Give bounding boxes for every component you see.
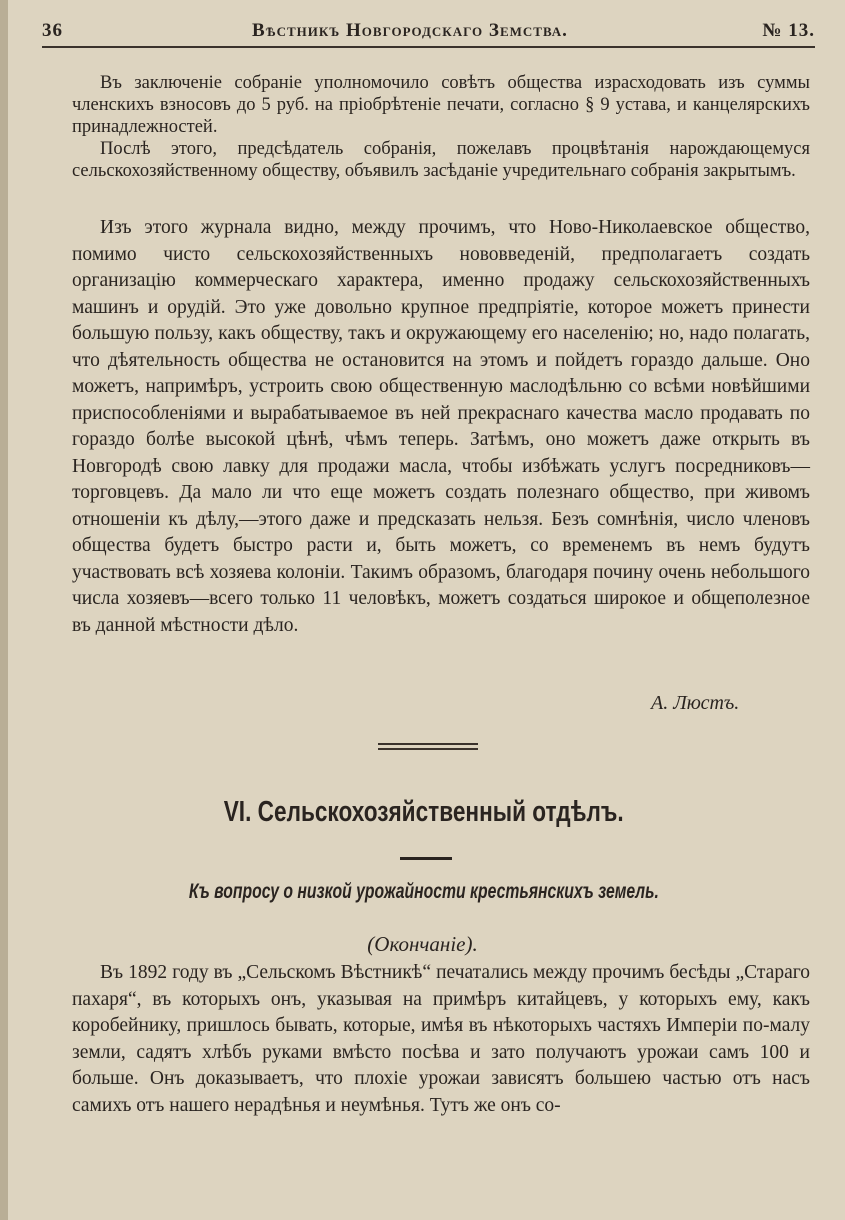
article-title: Къ вопросу о низкой урожайности крестьянскихъ земель. — [188, 880, 659, 903]
running-header — [42, 20, 815, 46]
journal-title: Вѣстникъ Новгородскаго Земства. — [252, 20, 568, 41]
continued-label: (Окончаніе). — [367, 932, 478, 956]
header-rule — [42, 46, 815, 48]
ornament-rule — [378, 743, 478, 745]
section-rule — [400, 857, 452, 860]
signature: А. Люстъ. — [651, 692, 740, 714]
section-heading: VI. Сельскохозяйственный отдѣлъ. — [223, 796, 624, 828]
issue-number: № 13. — [762, 20, 815, 41]
paragraph-3: Изъ этого журнала видно, между прочимъ, что Ново-Николаевское общество, помимо чисто сельскохозяйственныхъ нововведеній, предполагаетъ создать организацію коммерческаго характера, именно продажу сельскохозяйственныхъ машинъ и орудій. Это уже довольно крупное предпріятіе, которое можетъ принести большую пользу, какъ обществу, такъ и окружающему его населенію; но, надо полагать, что дѣятельность общества не остановится на этомъ и пойдетъ гораздо дальше. Оно можетъ, напримѣръ, устроить свою общественную маслодѣльню со всѣми новѣйшими приспособленіями и вырабатываемое въ ней прекраснаго качества масло продавать по гораздо болѣе высокой цѣнѣ, чѣмъ теперь. Затѣмъ, оно можетъ даже открыть въ Новгородѣ свою лавку для продажи масла, чтобы избѣжать услугъ посредниковъ—торговцевъ. Да мало ли что еще можетъ создать полезнаго общество, при живомъ отношеніи къ дѣлу,—этого даже и предсказать нельзя. Безъ сомнѣнія, число членовъ общества будетъ быстро расти и, быть можетъ, со временемъ въ немъ будутъ участвовать всѣ хозяева колоніи. Такимъ образомъ, благодаря почину очень небольшого числа хозяевъ—всего только 11 человѣкъ, можетъ создаться широкое и общеполезное въ данной мѣстности дѣло. — [72, 217, 810, 636]
ornament-rule — [378, 748, 478, 750]
page-edge — [0, 0, 8, 1220]
paragraph-2: Послѣ этого, предсѣдатель собранія, пожелавъ процвѣтанія нарождающемуся сельскохозяйственному обществу, объявилъ засѣданіе учредительнаго собранія закрытымъ. — [72, 139, 810, 181]
page-number: 36 — [42, 20, 63, 41]
paragraph-1: Въ заключеніе собраніе уполномочило совѣтъ общества израсходовать изъ суммы членскихъ взносовъ до 5 руб. на пріобрѣтеніе печати, согласно § 9 устава, и канцелярскихъ принадлежностей. — [72, 73, 810, 137]
paragraph-4: Въ 1892 году въ „Сельскомъ Вѣстникѣ“ печатались между прочимъ бесѣды „Стараго пахаря“, въ которыхъ онъ, указывая на примѣръ китайцевъ, у которыхъ ему, какъ коробейнику, пришлось бывать, которые, имѣя въ нѣкоторыхъ частяхъ Имперіи по-малу земли, садятъ хлѣбъ руками вмѣсто посѣва и зато получаютъ урожаи самъ 100 и больше. Онъ доказываетъ, что плохіе урожаи зависятъ большею частью отъ насъ самихъ отъ нашего нерадѣнья и неумѣнья. Тутъ же онъ со- — [72, 962, 810, 1116]
